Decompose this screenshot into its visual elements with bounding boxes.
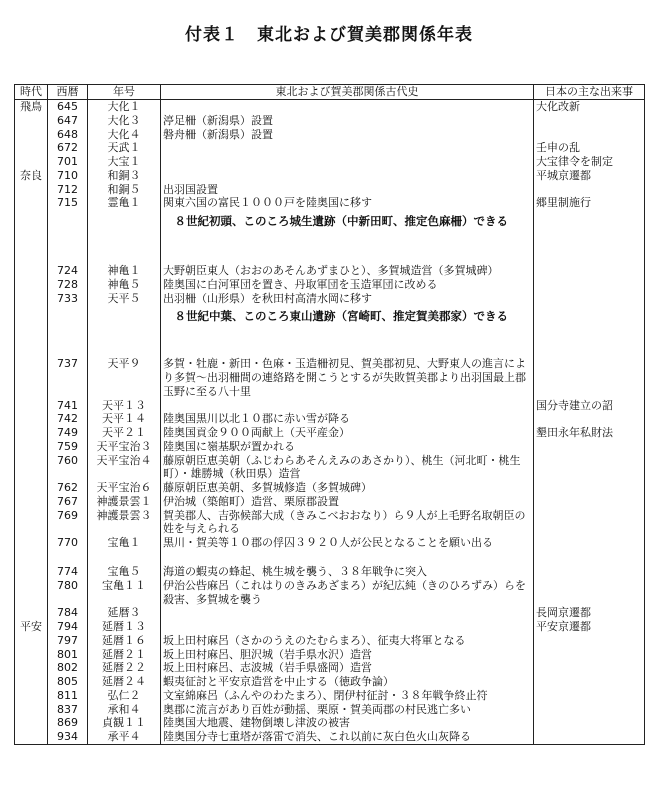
table-row xyxy=(15,210,645,264)
nengo-cell: 延暦２２ xyxy=(88,661,161,675)
event-cell: 陸奥国黒川以北１０郡に赤い雪が降る xyxy=(161,412,534,426)
nengo-cell: 大化１ xyxy=(88,100,161,114)
event-cell: 文室綿麻呂（ふんやのわたまろ）、閉伊村征討・３８年戦争終止符 xyxy=(161,689,534,703)
table-row xyxy=(15,264,645,278)
event-cell: 磐舟柵（新潟県）設置 xyxy=(161,128,534,142)
japan-event-cell xyxy=(534,278,645,292)
table-row xyxy=(15,169,645,183)
event-cell: 黒川・賀美等１０郡の俘囚３９２０人が公民となることを願い出る xyxy=(161,536,534,565)
table-row xyxy=(15,155,645,169)
table-row xyxy=(15,536,645,565)
header-nengo: 年号 xyxy=(88,85,161,100)
era-cell xyxy=(15,305,48,357)
table-row xyxy=(15,716,645,730)
japan-event-cell: 壬申の乱 xyxy=(534,141,645,155)
era-cell xyxy=(15,412,48,426)
japan-event-cell xyxy=(534,661,645,675)
year-cell: 741 xyxy=(48,399,88,413)
japan-event-cell xyxy=(534,509,645,537)
year-cell: 712 xyxy=(48,183,88,197)
era-cell xyxy=(15,264,48,278)
nengo-cell xyxy=(88,210,161,264)
year-cell: 837 xyxy=(48,703,88,717)
year-cell: 762 xyxy=(48,481,88,495)
japan-event-cell: 国分寺建立の詔 xyxy=(534,399,645,413)
nengo-cell: 天平宝治４ xyxy=(88,454,161,482)
nengo-cell: 承和４ xyxy=(88,703,161,717)
year-cell: 759 xyxy=(48,440,88,454)
event-cell: 伊治公呰麻呂（これはりのきみあざまろ）が紀広純（きのひろずみ）らを殺害、多賀城を襲う xyxy=(161,579,534,607)
table-row xyxy=(15,579,645,607)
table-body xyxy=(15,100,645,745)
table-row xyxy=(15,128,645,142)
era-cell xyxy=(15,196,48,210)
nengo-cell: 承平４ xyxy=(88,730,161,744)
event-cell: 陸奥国分寺七重塔が落雷で消失、これ以前に灰白色火山灰降る xyxy=(161,730,534,744)
table-row xyxy=(15,481,645,495)
nengo-cell: 宝亀１ xyxy=(88,536,161,565)
japan-event-cell xyxy=(534,536,645,565)
nengo-cell: 延暦１６ xyxy=(88,634,161,648)
nengo-cell: 神亀５ xyxy=(88,278,161,292)
nengo-cell: 延暦２４ xyxy=(88,675,161,689)
era-cell xyxy=(15,579,48,607)
era-cell xyxy=(15,141,48,155)
year-cell: 805 xyxy=(48,675,88,689)
nengo-cell: 神護景雲３ xyxy=(88,509,161,537)
event-cell: 陸奥国貢金９００両献上（天平産金） xyxy=(161,426,534,440)
era-cell xyxy=(15,454,48,482)
nengo-cell: 霊亀１ xyxy=(88,196,161,210)
table-row xyxy=(15,661,645,675)
table-row xyxy=(15,292,645,306)
era-cell xyxy=(15,495,48,509)
japan-event-cell: 大化改新 xyxy=(534,100,645,114)
nengo-cell: 天平９ xyxy=(88,357,161,398)
event-cell: ８世紀中葉、このころ東山遺跡（宮崎町、推定賀美郡家）できる xyxy=(161,305,534,357)
japan-event-cell xyxy=(534,128,645,142)
year-cell: 780 xyxy=(48,579,88,607)
year-cell: 934 xyxy=(48,730,88,744)
event-cell: 大野朝臣東人（おおのあそんあずまひと）、多賀城造営（多賀城碑） xyxy=(161,264,534,278)
year-cell: 767 xyxy=(48,495,88,509)
table-row xyxy=(15,440,645,454)
era-cell xyxy=(15,689,48,703)
era-cell xyxy=(15,703,48,717)
japan-event-cell: 平城京遷都 xyxy=(534,169,645,183)
year-cell: 774 xyxy=(48,565,88,579)
nengo-cell: 弘仁２ xyxy=(88,689,161,703)
header-era: 時代 xyxy=(15,85,48,100)
japan-event-cell xyxy=(534,495,645,509)
japan-event-cell xyxy=(534,675,645,689)
era-cell xyxy=(15,565,48,579)
japan-event-cell: 大宝律令を制定 xyxy=(534,155,645,169)
nengo-cell: 大化３ xyxy=(88,114,161,128)
year-cell: 811 xyxy=(48,689,88,703)
year-cell: 701 xyxy=(48,155,88,169)
year-cell: 672 xyxy=(48,141,88,155)
era-cell: 平安 xyxy=(15,620,48,634)
nengo-cell: 貞観１１ xyxy=(88,716,161,730)
nengo-cell: 延暦３ xyxy=(88,606,161,620)
table-row xyxy=(15,141,645,155)
event-cell: 藤原朝臣恵美朝（ふじわらあそんえみのあさかり）、桃生（河北町・桃生町）・雄勝城（秋田県）造営 xyxy=(161,454,534,482)
era-cell xyxy=(15,509,48,537)
japan-event-cell: 郷里制施行 xyxy=(534,196,645,210)
event-cell xyxy=(161,399,534,413)
era-cell xyxy=(15,730,48,744)
table-row xyxy=(15,565,645,579)
year-cell: 715 xyxy=(48,196,88,210)
nengo-cell: 宝亀１１ xyxy=(88,579,161,607)
year-cell: 770 xyxy=(48,536,88,565)
japan-event-cell xyxy=(534,481,645,495)
nengo-cell: 和銅３ xyxy=(88,169,161,183)
japan-event-cell xyxy=(534,440,645,454)
era-cell xyxy=(15,606,48,620)
year-cell: 645 xyxy=(48,100,88,114)
year-cell: 749 xyxy=(48,426,88,440)
japan-event-cell xyxy=(534,730,645,744)
era-cell xyxy=(15,155,48,169)
japan-event-cell xyxy=(534,183,645,197)
era-cell xyxy=(15,675,48,689)
era-cell xyxy=(15,399,48,413)
nengo-cell: 天武１ xyxy=(88,141,161,155)
event-cell xyxy=(161,100,534,114)
era-cell xyxy=(15,114,48,128)
year-cell: 742 xyxy=(48,412,88,426)
year-cell: 728 xyxy=(48,278,88,292)
year-cell: 802 xyxy=(48,661,88,675)
year-cell: 760 xyxy=(48,454,88,482)
era-cell xyxy=(15,716,48,730)
event-cell: 奥郡に流言があり百姓が動揺、栗原・賀美両郡の村民逃亡多い xyxy=(161,703,534,717)
japan-event-cell xyxy=(534,305,645,357)
table-row xyxy=(15,454,645,482)
japan-event-cell: 墾田永年私財法 xyxy=(534,426,645,440)
japan-event-cell xyxy=(534,454,645,482)
table-row xyxy=(15,399,645,413)
event-cell: 坂上田村麻呂、志波城（岩手県盛岡）造営 xyxy=(161,661,534,675)
table-header-row xyxy=(15,85,645,100)
japan-event-cell xyxy=(534,634,645,648)
table-row xyxy=(15,412,645,426)
japan-event-cell xyxy=(534,292,645,306)
era-cell xyxy=(15,440,48,454)
table-row xyxy=(15,509,645,537)
event-cell: 坂上田村麻呂（さかのうえのたむらまろ）、征夷大将軍となる xyxy=(161,634,534,648)
year-cell: 647 xyxy=(48,114,88,128)
event-cell xyxy=(161,620,534,634)
era-cell xyxy=(15,128,48,142)
nengo-cell: 天平宝治６ xyxy=(88,481,161,495)
nengo-cell: 天平１４ xyxy=(88,412,161,426)
japan-event-cell xyxy=(534,716,645,730)
era-cell xyxy=(15,536,48,565)
event-cell: 陸奥国大地震、建物倒壊し津波の被害 xyxy=(161,716,534,730)
nengo-cell: 和銅５ xyxy=(88,183,161,197)
era-cell xyxy=(15,426,48,440)
event-cell: 海道の蝦夷の蜂起、桃生城を襲う、３８年戦争に突入 xyxy=(161,565,534,579)
era-cell xyxy=(15,481,48,495)
nengo-cell: 天平宝治３ xyxy=(88,440,161,454)
nengo-cell: 宝亀５ xyxy=(88,565,161,579)
year-cell xyxy=(48,210,88,264)
event-cell: 蝦夷征討と平安京造営を中止する（徳政争論） xyxy=(161,675,534,689)
table-row xyxy=(15,495,645,509)
era-cell xyxy=(15,292,48,306)
japan-event-cell xyxy=(534,565,645,579)
event-cell: 出羽国設置 xyxy=(161,183,534,197)
table-row xyxy=(15,183,645,197)
nengo-cell: 延暦２１ xyxy=(88,648,161,662)
event-cell: 渟足柵（新潟県）設置 xyxy=(161,114,534,128)
page-title: 付表１ 東北および賀美郡関係年表 xyxy=(185,25,473,45)
event-cell: 出羽柵（山形県）を秋田村高清水岡に移す xyxy=(161,292,534,306)
table-row xyxy=(15,278,645,292)
header-japan: 日本の主な出来事 xyxy=(534,85,645,100)
nengo-cell: 延暦１３ xyxy=(88,620,161,634)
japan-event-cell xyxy=(534,114,645,128)
event-cell xyxy=(161,155,534,169)
event-cell xyxy=(161,606,534,620)
era-cell xyxy=(15,648,48,662)
era-cell xyxy=(15,278,48,292)
event-cell: 陸奥国に嶺基駅が置かれる xyxy=(161,440,534,454)
table-row xyxy=(15,606,645,620)
nengo-cell: 天平５ xyxy=(88,292,161,306)
table-row xyxy=(15,689,645,703)
era-cell xyxy=(15,183,48,197)
event-cell: 陸奥国に白河軍団を置き、丹取軍団を玉造軍団に改める xyxy=(161,278,534,292)
nengo-cell xyxy=(88,305,161,357)
year-cell: 797 xyxy=(48,634,88,648)
event-cell: 関東六国の富民１０００戸を陸奥国に移す xyxy=(161,196,534,210)
nengo-cell: 神護景雲１ xyxy=(88,495,161,509)
event-cell: 坂上田村麻呂、胆沢城（岩手県水沢）造営 xyxy=(161,648,534,662)
japan-event-cell xyxy=(534,579,645,607)
header-year: 西暦 xyxy=(48,85,88,100)
nengo-cell: 天平１３ xyxy=(88,399,161,413)
event-cell: 賀美郡人、吉弥候部大成（きみこべおおなり）ら９人が上毛野名取朝臣の姓を与えられる xyxy=(161,509,534,537)
year-cell: 710 xyxy=(48,169,88,183)
event-cell xyxy=(161,141,534,155)
year-cell: 737 xyxy=(48,357,88,398)
japan-event-cell xyxy=(534,264,645,278)
table-row xyxy=(15,703,645,717)
event-cell: 伊治城（築館町）造営、栗原郡設置 xyxy=(161,495,534,509)
table-row xyxy=(15,426,645,440)
table-row xyxy=(15,730,645,744)
nengo-cell: 大宝１ xyxy=(88,155,161,169)
event-cell: ８世紀初頭、このころ城生遺跡（中新田町、推定色麻柵）できる xyxy=(161,210,534,264)
nengo-cell: 神亀１ xyxy=(88,264,161,278)
year-cell xyxy=(48,305,88,357)
japan-event-cell xyxy=(534,210,645,264)
table-row xyxy=(15,196,645,210)
era-cell xyxy=(15,661,48,675)
table-row xyxy=(15,620,645,634)
japan-event-cell xyxy=(534,689,645,703)
japan-event-cell xyxy=(534,703,645,717)
event-cell: 藤原朝臣恵美朝、多賀城修造（多賀城碑） xyxy=(161,481,534,495)
era-cell xyxy=(15,210,48,264)
era-cell xyxy=(15,634,48,648)
table-row xyxy=(15,648,645,662)
year-cell: 724 xyxy=(48,264,88,278)
header-events: 東北および賀美郡関係古代史 xyxy=(161,85,534,100)
japan-event-cell xyxy=(534,412,645,426)
year-cell: 784 xyxy=(48,606,88,620)
table-row xyxy=(15,634,645,648)
year-cell: 769 xyxy=(48,509,88,537)
japan-event-cell xyxy=(534,648,645,662)
japan-event-cell xyxy=(534,357,645,398)
table-row xyxy=(15,675,645,689)
japan-event-cell: 平安京遷都 xyxy=(534,620,645,634)
chronology-table xyxy=(14,84,645,745)
nengo-cell: 天平２１ xyxy=(88,426,161,440)
table-row xyxy=(15,100,645,114)
year-cell: 801 xyxy=(48,648,88,662)
table-row xyxy=(15,357,645,398)
year-cell: 648 xyxy=(48,128,88,142)
table-row xyxy=(15,305,645,357)
table-row xyxy=(15,114,645,128)
era-cell xyxy=(15,357,48,398)
year-cell: 869 xyxy=(48,716,88,730)
event-cell: 多賀・牡鹿・新田・色麻・玉造柵初見、賀美郡初見、大野東人の進言により多賀〜出羽柵間の連絡路を開こうとするが失敗賀美郡より出羽国最上郡玉野に至る八十里 xyxy=(161,357,534,398)
era-cell: 奈良 xyxy=(15,169,48,183)
event-cell xyxy=(161,169,534,183)
year-cell: 733 xyxy=(48,292,88,306)
era-cell: 飛鳥 xyxy=(15,100,48,114)
nengo-cell: 大化４ xyxy=(88,128,161,142)
year-cell: 794 xyxy=(48,620,88,634)
japan-event-cell: 長岡京遷都 xyxy=(534,606,645,620)
